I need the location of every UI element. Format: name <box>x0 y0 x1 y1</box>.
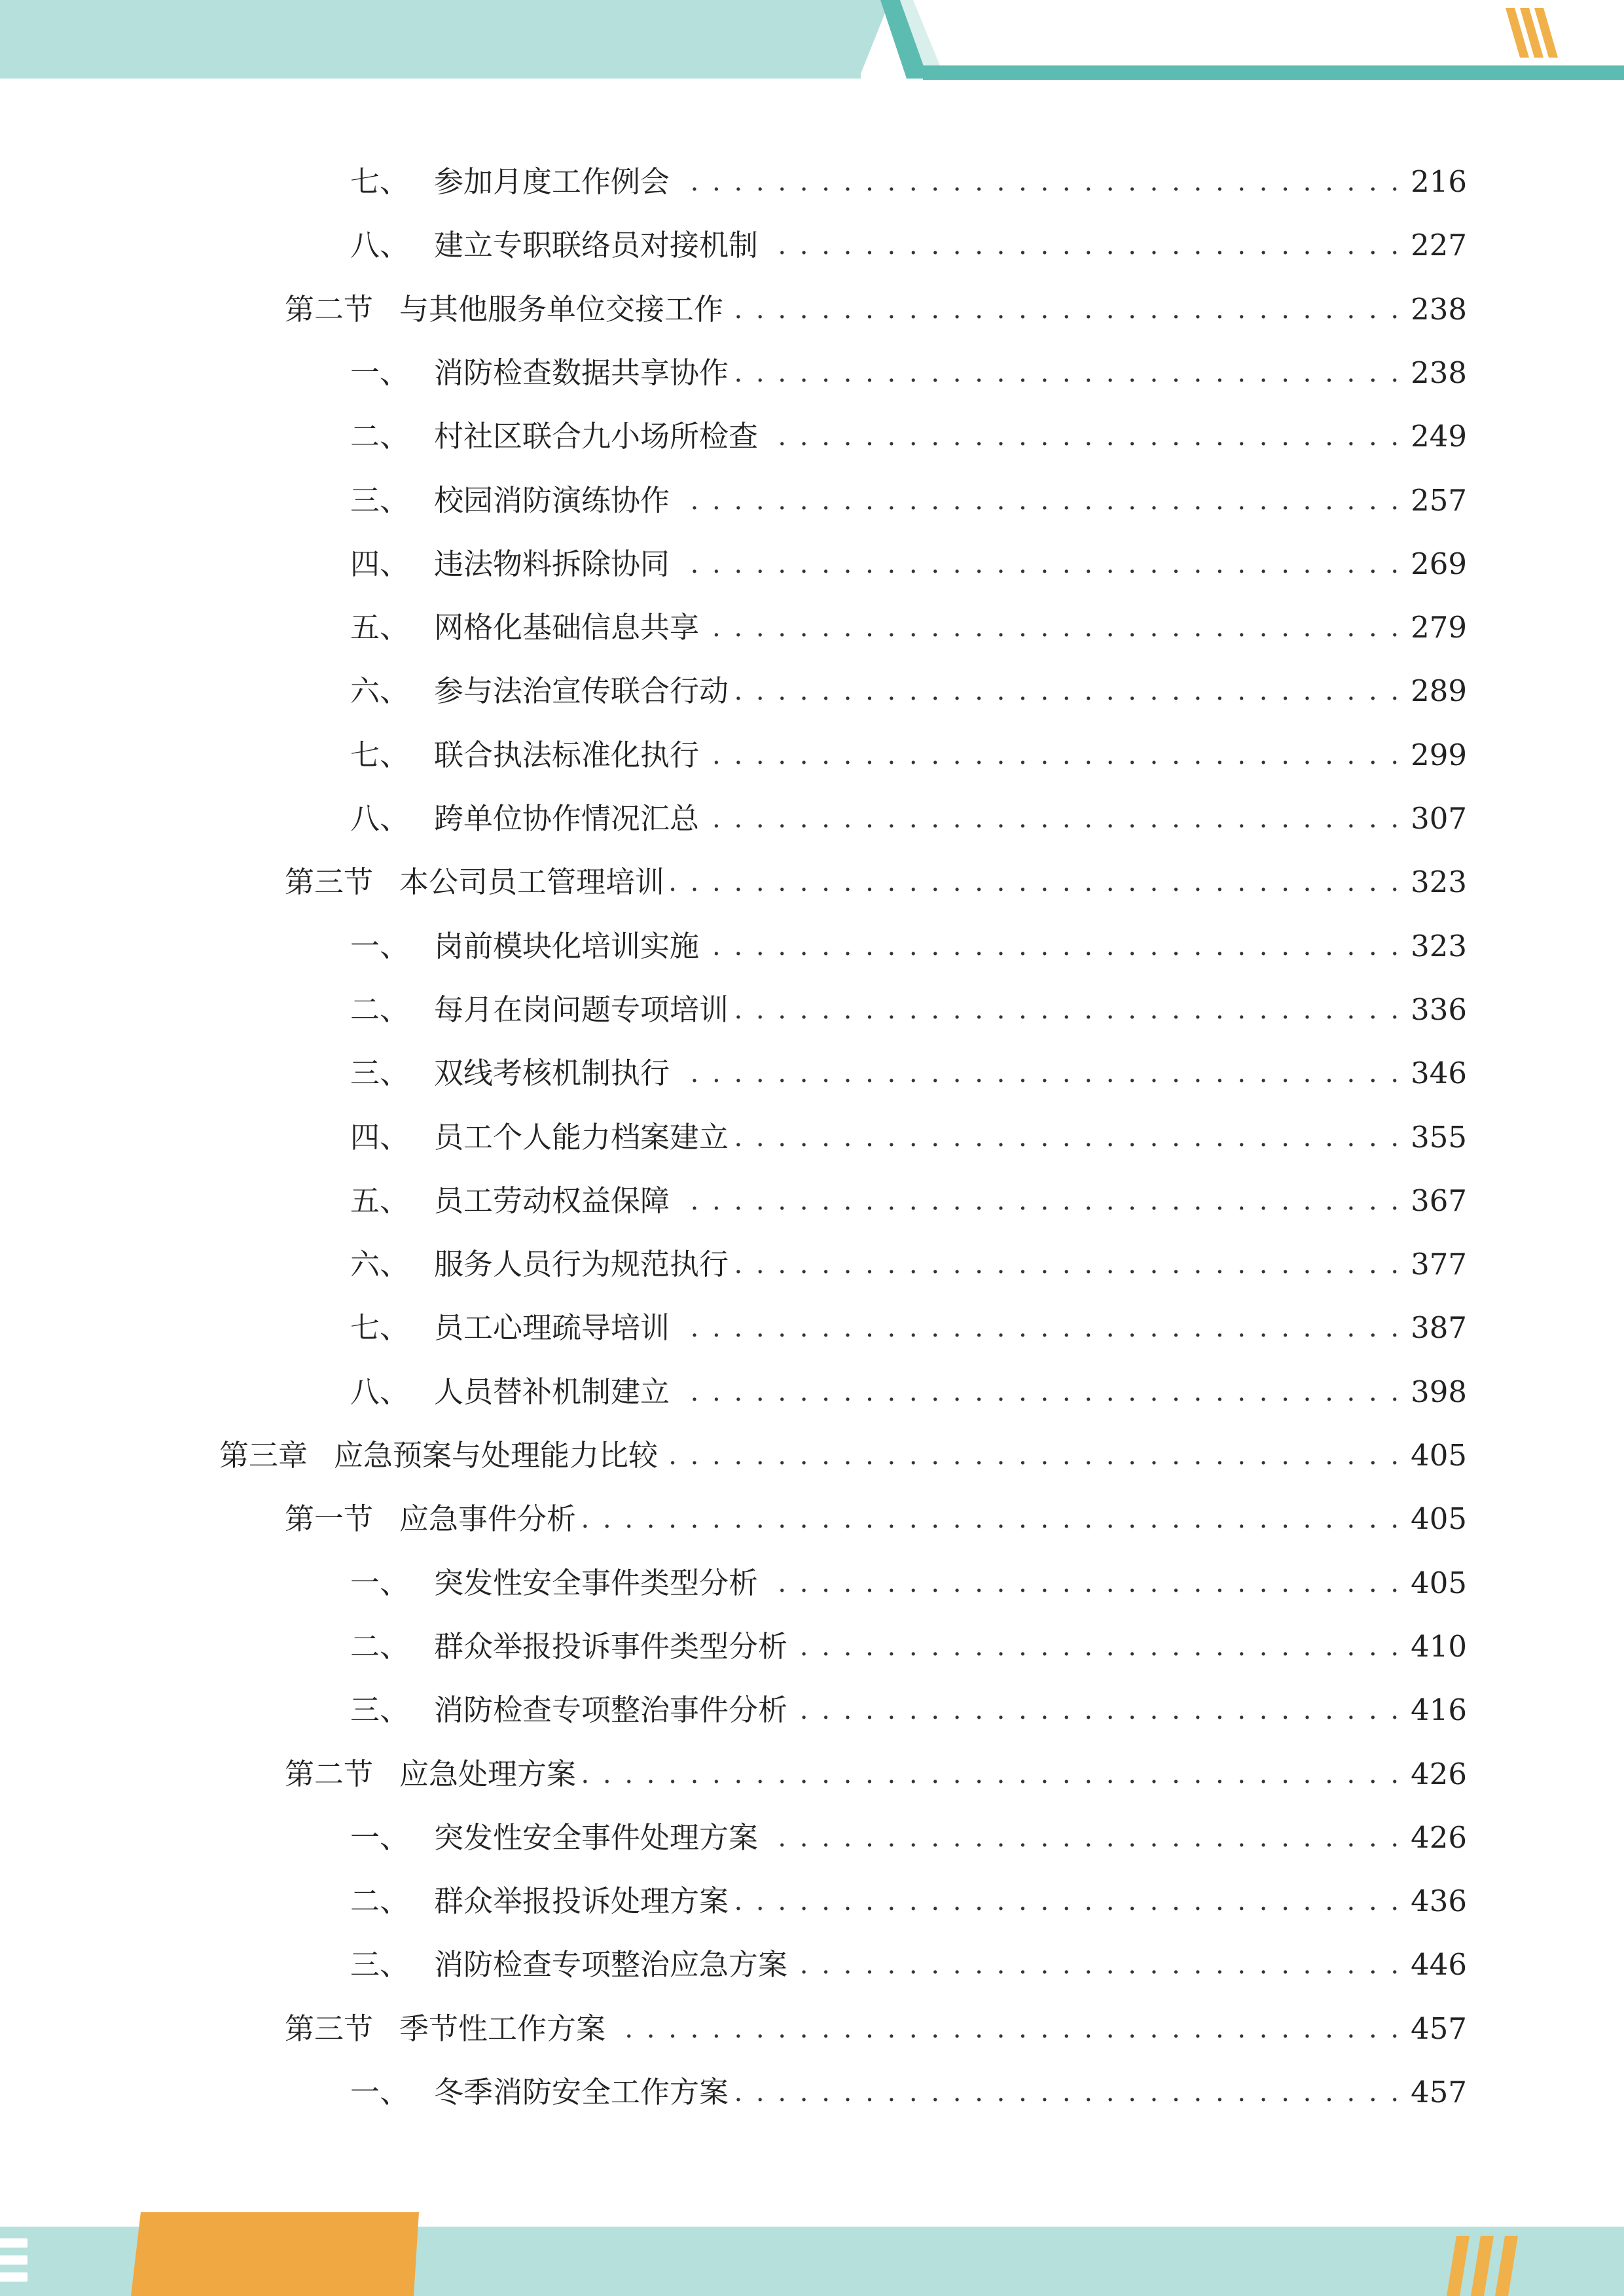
toc-entry-title: 每月在岗问题专项培训 <box>434 992 729 1027</box>
toc-entry-number: 四、 <box>350 1120 410 1155</box>
toc-entry-title: 参与法治宣传联合行动 <box>434 673 729 708</box>
footer-band-graphic <box>0 2212 1624 2296</box>
toc-entry-number: 二、 <box>350 992 410 1027</box>
toc-entry[interactable] <box>350 1557 1467 1609</box>
toc-dot-leader <box>676 1175 1401 1227</box>
toc-entry-title: 员工个人能力档案建立 <box>434 1120 729 1155</box>
toc-entry-number: 八、 <box>350 228 410 262</box>
toc-entry-number: 三、 <box>350 1693 410 1727</box>
toc-entry-title: 应急事件分析 <box>399 1501 577 1536</box>
toc-dot-leader <box>583 1748 1401 1801</box>
toc-entry-number: 第二节 <box>285 1757 374 1791</box>
toc-dot-leader <box>794 1939 1401 1991</box>
toc-entry-page-number: 457 <box>1411 2075 1467 2109</box>
toc-entry-title: 服务人员行为规范执行 <box>434 1247 729 1282</box>
toc-entry-number: 二、 <box>350 1629 410 1664</box>
toc-entry-page-number: 436 <box>1411 1884 1467 1918</box>
toc-entry[interactable] <box>350 1047 1467 1100</box>
toc-entry-number: 八、 <box>350 1374 410 1409</box>
toc-dot-leader <box>794 1621 1401 1673</box>
toc-entry[interactable] <box>350 1812 1467 1864</box>
toc-entry[interactable] <box>350 665 1467 717</box>
toc-entry[interactable] <box>350 1302 1467 1354</box>
toc-entry-title: 本公司员工管理培训 <box>399 865 665 899</box>
toc-entry-number: 第三章 <box>219 1438 308 1473</box>
toc-entry[interactable] <box>350 410 1467 463</box>
toc-entry-number: 第一节 <box>285 1501 374 1536</box>
toc-dot-leader <box>735 347 1401 399</box>
toc-entry-number: 三、 <box>350 483 410 518</box>
toc-entry[interactable] <box>350 1621 1467 1673</box>
toc-entry-title: 违法物料拆除协同 <box>434 547 670 581</box>
toc-entry[interactable] <box>350 1939 1467 1991</box>
toc-entry-number: 二、 <box>350 1884 410 1918</box>
toc-entry-number: 第三节 <box>285 2011 374 2046</box>
toc-entry-title: 冬季消防安全工作方案 <box>434 2075 729 2109</box>
toc-entry[interactable] <box>350 984 1467 1036</box>
toc-dot-leader <box>664 1429 1401 1482</box>
toc-entry-number: 七、 <box>350 1310 410 1345</box>
toc-entry-number: 五、 <box>350 1183 410 1218</box>
toc-entry-page-number: 257 <box>1411 483 1467 518</box>
toc-entry[interactable] <box>350 219 1467 272</box>
toc-entry-title: 消防检查数据共享协作 <box>434 355 729 390</box>
toc-entry[interactable] <box>285 1493 1467 1545</box>
toc-entry[interactable] <box>350 538 1467 590</box>
toc-entry-page-number: 238 <box>1411 292 1467 327</box>
toc-dot-leader <box>676 1366 1401 1418</box>
toc-entry-page-number: 398 <box>1411 1374 1467 1409</box>
toc-dot-leader <box>676 475 1401 527</box>
toc-dot-leader <box>730 283 1401 336</box>
toc-dot-leader <box>612 2003 1401 2055</box>
toc-entry-page-number: 426 <box>1411 1757 1467 1791</box>
toc-entry-title: 跨单位协作情况汇总 <box>434 801 700 836</box>
toc-entry-number: 二、 <box>350 419 410 454</box>
toc-entry-page-number: 269 <box>1411 547 1467 581</box>
toc-entry-title: 双线考核机制执行 <box>434 1056 670 1090</box>
toc-entry-page-number: 279 <box>1411 610 1467 645</box>
toc-entry-title: 校园消防演练协作 <box>434 483 670 518</box>
toc-dot-leader <box>676 1047 1401 1100</box>
toc-dot-leader <box>671 856 1401 908</box>
toc-entry-title: 群众举报投诉处理方案 <box>434 1884 729 1918</box>
toc-entry-page-number: 289 <box>1411 673 1467 708</box>
toc-dot-leader <box>583 1493 1401 1545</box>
toc-entry[interactable] <box>350 475 1467 527</box>
toc-dot-leader <box>765 410 1401 463</box>
toc-dot-leader <box>706 601 1401 654</box>
toc-entry-number: 七、 <box>350 738 410 772</box>
toc-entry-page-number: 323 <box>1411 865 1467 899</box>
toc-entry-number: 八、 <box>350 801 410 836</box>
toc-entry-number: 一、 <box>350 2075 410 2109</box>
toc-entry-number: 第二节 <box>285 292 374 327</box>
toc-entry-page-number: 336 <box>1411 992 1467 1027</box>
toc-entry-number: 第三节 <box>285 865 374 899</box>
toc-entry[interactable] <box>285 1748 1467 1801</box>
toc-dot-leader <box>735 1875 1401 1928</box>
page-footer-decoration <box>0 2212 1624 2296</box>
toc-entry-title: 联合执法标准化执行 <box>434 738 700 772</box>
toc-entry[interactable] <box>350 601 1467 654</box>
toc-entry-number: 四、 <box>350 547 410 581</box>
toc-dot-leader <box>735 2066 1401 2119</box>
toc-entry-page-number: 355 <box>1411 1120 1467 1155</box>
toc-entry-page-number: 323 <box>1411 929 1467 963</box>
toc-entry-number: 三、 <box>350 1947 410 1982</box>
toc-entry-number: 六、 <box>350 1247 410 1282</box>
toc-entry[interactable] <box>350 729 1467 781</box>
diagonal-stripes-icon <box>1447 2236 1518 2296</box>
toc-entry-number: 七、 <box>350 164 410 199</box>
toc-entry-title: 群众举报投诉事件类型分析 <box>434 1629 788 1664</box>
toc-entry-page-number: 457 <box>1411 2011 1467 2046</box>
toc-entry-title: 村社区联合九小场所检查 <box>434 419 759 454</box>
toc-entry-number: 六、 <box>350 673 410 708</box>
toc-dot-leader <box>794 1684 1401 1736</box>
toc-entry[interactable] <box>350 1684 1467 1736</box>
toc-entry[interactable] <box>350 1238 1467 1291</box>
toc-entry[interactable] <box>350 156 1467 208</box>
toc-dot-leader <box>735 665 1401 717</box>
toc-entry-page-number: 249 <box>1411 419 1467 454</box>
toc-entry[interactable] <box>285 283 1467 336</box>
toc-entry-page-number: 446 <box>1411 1947 1467 1982</box>
toc-entry-title: 应急预案与处理能力比较 <box>334 1438 659 1473</box>
toc-dot-leader <box>706 920 1401 973</box>
toc-entry[interactable] <box>350 1366 1467 1418</box>
toc-entry[interactable] <box>350 1875 1467 1928</box>
toc-entry-title: 建立专职联络员对接机制 <box>434 228 759 262</box>
toc-entry-title: 季节性工作方案 <box>399 2011 606 2046</box>
toc-entry-number: 五、 <box>350 610 410 645</box>
toc-dot-leader <box>735 1111 1401 1164</box>
toc-entry[interactable] <box>350 2066 1467 2119</box>
toc-dot-leader <box>676 1302 1401 1354</box>
toc-entry-page-number: 387 <box>1411 1310 1467 1345</box>
toc-entry-number: 一、 <box>350 1820 410 1855</box>
toc-entry-title: 与其他服务单位交接工作 <box>399 292 724 327</box>
toc-dot-leader <box>765 1812 1401 1864</box>
toc-entry-page-number: 238 <box>1411 355 1467 390</box>
toc-entry-title: 人员替补机制建立 <box>434 1374 670 1409</box>
toc-entry[interactable] <box>285 2003 1467 2055</box>
toc-entry-page-number: 416 <box>1411 1693 1467 1727</box>
toc-entry-title: 员工劳动权益保障 <box>434 1183 670 1218</box>
toc-dot-leader <box>765 219 1401 272</box>
toc-dot-leader <box>735 984 1401 1036</box>
toc-entry-title: 参加月度工作例会 <box>434 164 670 199</box>
toc-entry-page-number: 367 <box>1411 1183 1467 1218</box>
toc-entry[interactable] <box>350 1111 1467 1164</box>
toc-entry-page-number: 307 <box>1411 801 1467 836</box>
toc-entry-title: 网格化基础信息共享 <box>434 610 700 645</box>
toc-entry-page-number: 426 <box>1411 1820 1467 1855</box>
toc-dot-leader <box>676 538 1401 590</box>
toc-entry[interactable] <box>350 347 1467 399</box>
toc-entry-title: 消防检查专项整治事件分析 <box>434 1693 788 1727</box>
toc-entry-title: 应急处理方案 <box>399 1757 577 1791</box>
toc-entry-page-number: 405 <box>1411 1438 1467 1473</box>
toc-dot-leader <box>735 1238 1401 1291</box>
toc-entry-page-number: 299 <box>1411 738 1467 772</box>
toc-entry-number: 一、 <box>350 929 410 963</box>
toc-entry-page-number: 377 <box>1411 1247 1467 1282</box>
toc-entry-page-number: 405 <box>1411 1501 1467 1536</box>
toc-dot-leader <box>676 156 1401 208</box>
toc-entry-title: 突发性安全事件处理方案 <box>434 1820 759 1855</box>
toc-entry-page-number: 346 <box>1411 1056 1467 1090</box>
toc-entry[interactable] <box>350 920 1467 973</box>
toc-dot-leader <box>706 793 1401 845</box>
toc-entry-page-number: 227 <box>1411 228 1467 262</box>
toc-entry[interactable] <box>350 793 1467 845</box>
toc-entry-number: 一、 <box>350 1566 410 1600</box>
toc-entry-title: 员工心理疏导培训 <box>434 1310 670 1345</box>
toc-dot-leader <box>765 1557 1401 1609</box>
toc-dot-leader <box>706 729 1401 781</box>
toc-entry-title: 突发性安全事件类型分析 <box>434 1566 759 1600</box>
toc-entry-page-number: 410 <box>1411 1629 1467 1664</box>
toc-entry-page-number: 216 <box>1411 164 1467 199</box>
toc-entry[interactable] <box>350 1175 1467 1227</box>
toc-entry[interactable] <box>285 856 1467 908</box>
toc-entry-page-number: 405 <box>1411 1566 1467 1600</box>
toc-entry-title: 岗前模块化培训实施 <box>434 929 700 963</box>
toc-entry-number: 三、 <box>350 1056 410 1090</box>
toc-entry-number: 一、 <box>350 355 410 390</box>
toc-entry[interactable] <box>219 1429 1467 1482</box>
toc-entry-title: 消防检查专项整治应急方案 <box>434 1947 788 1982</box>
